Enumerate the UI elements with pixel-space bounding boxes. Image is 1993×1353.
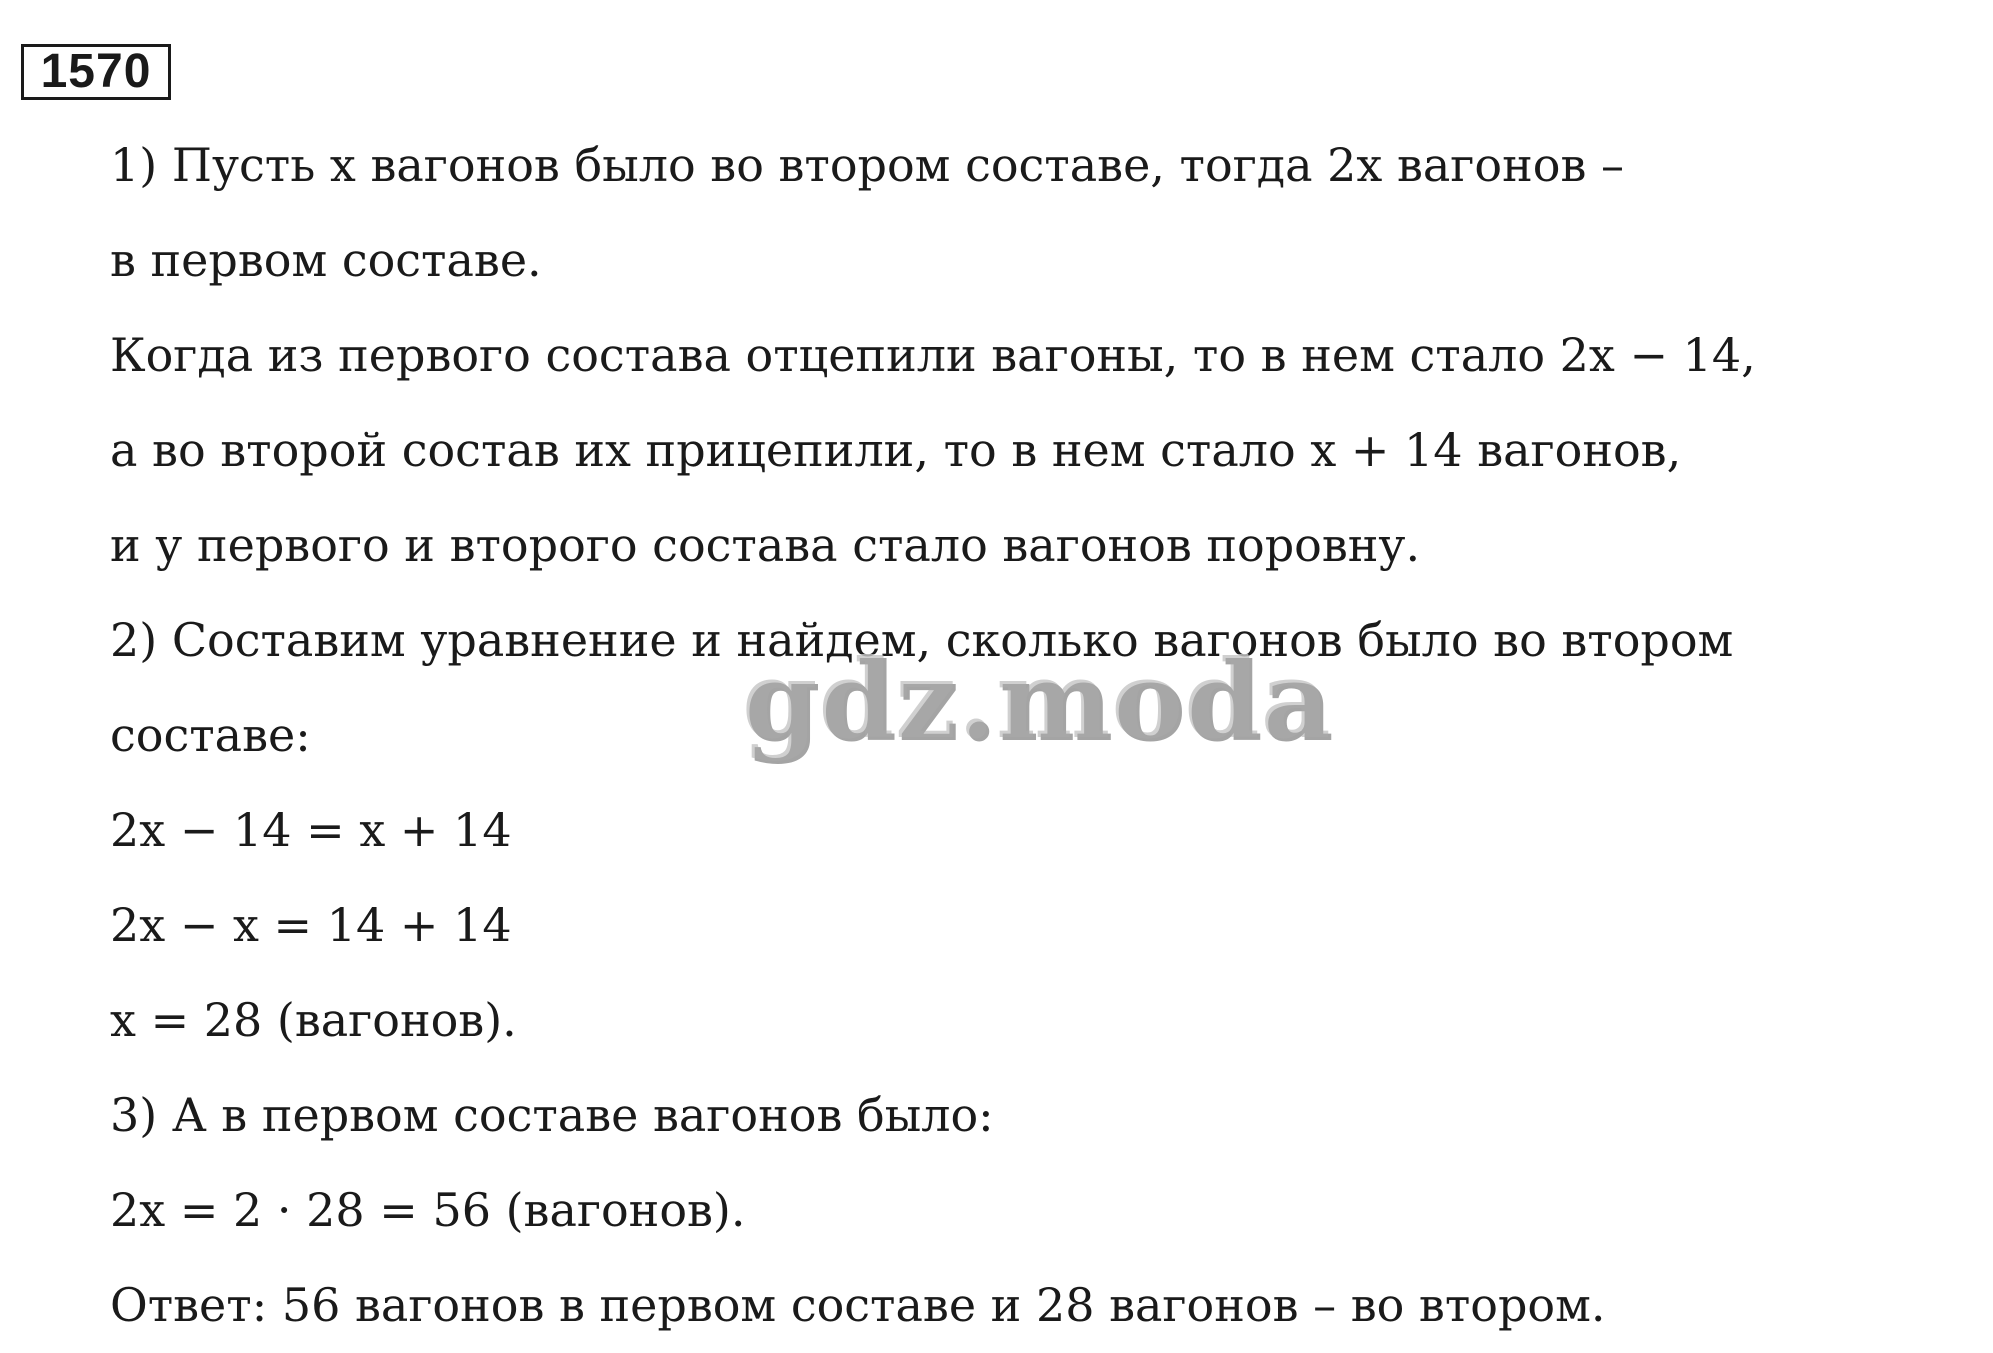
answer-line: Ответ: 56 вагонов в первом составе и 28 вагонов – во втором. — [110, 1278, 1606, 1332]
solution-line: а во второй состав их прицепили, то в нем стало x + 14 вагонов, — [110, 423, 1682, 477]
solution-line: в первом составе. — [110, 233, 542, 287]
solution-line: 3) А в первом составе вагонов было: — [110, 1088, 994, 1142]
solution-line: 1) Пусть x вагонов было во втором составе, тогда 2x вагонов – — [110, 138, 1624, 192]
equation-line: 2x − 14 = x + 14 — [110, 803, 512, 857]
solution-line: Когда из первого состава отцепили вагоны, то в нем стало 2x − 14, — [110, 328, 1756, 382]
watermark-logo: gdz.moda — [742, 637, 1332, 763]
solution-text — [110, 118, 1970, 1353]
equation-line: x = 28 (вагонов). — [110, 993, 517, 1047]
solution-line: и у первого и второго состава стало вагонов поровну. — [110, 518, 1421, 572]
equation-line: 2x = 2 · 28 = 56 (вагонов). — [110, 1183, 746, 1237]
solution-line: составе: — [110, 708, 311, 762]
equation-line: 2x − x = 14 + 14 — [110, 898, 512, 952]
solution-line: 2) Составим уравнение и найдем, сколько вагонов было во втором — [110, 613, 1734, 667]
task-number-box: 1570 — [21, 44, 171, 100]
